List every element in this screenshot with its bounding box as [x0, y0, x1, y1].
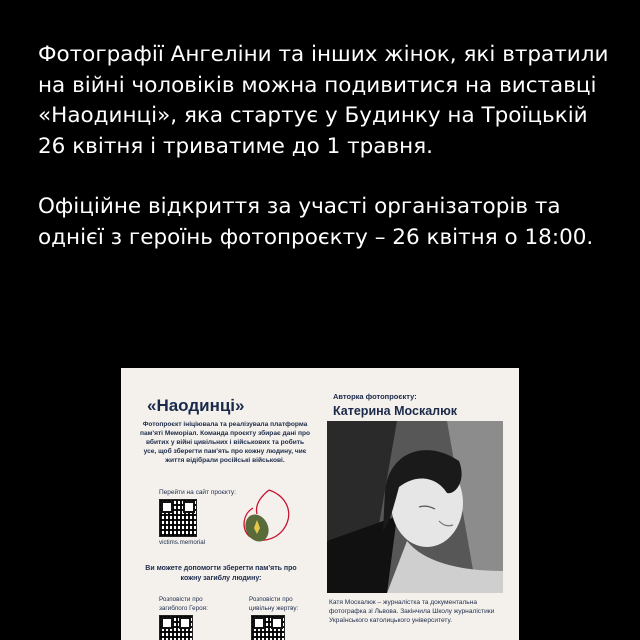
- author-bio: Катя Москалюк – журналістка та документальна фотографка зі Львова. Закінчила Школу журналістики Українського католицького університету.: [329, 599, 495, 625]
- poster-site-label: Перейти на сайт проєкту:: [159, 489, 236, 496]
- author-label: Авторка фотопроєкту:: [333, 392, 417, 401]
- author-portrait-image: [327, 421, 503, 593]
- announcement-paragraph-2: Офіційне відкриття за участі організаторів та однієї з героїнь фотопроєкту – 26 квітня о 18:00.: [38, 194, 594, 250]
- poster-title: «Наодинці»: [147, 396, 245, 415]
- report-hero-label: Розповісти про загиблого Героя:: [159, 596, 208, 612]
- poster-site-url: victims.memorial: [159, 539, 206, 546]
- site-qr-code: [159, 499, 197, 537]
- report-hero-qr-code: [159, 615, 193, 640]
- ribbon-pendant-icon: [229, 484, 301, 556]
- exhibition-poster-photo: [121, 368, 519, 640]
- report-civilian-label: Розповісти про цивільну жертву:: [249, 596, 299, 612]
- report-civilian-qr-code: [251, 615, 285, 640]
- poster-right-panel: [321, 368, 519, 640]
- author-name: Катерина Москалюк: [333, 404, 458, 418]
- poster-help-text: Ви можете допомогти зберегти пам'ять про кожну загиблу людину:: [145, 565, 297, 582]
- poster-description: Фотопроєкт ініціювала та реалізувала платформа пам'яті Меморіал. Команда проєкту збирає дані про вбитих у війні цивільних і військових та робить усе, щоб зберегти пам'ять про кожну людину, чиє життя відібрали російські військові.: [139, 421, 310, 464]
- announcement-text: [38, 40, 618, 253]
- poster-left-panel: [121, 368, 319, 640]
- announcement-paragraph-1: Фотографії Ангеліни та інших жінок, які втратили на війні чоловіків можна подивитися на виставці «Наодинці», яка стартує у Будинку на Троїцькій 26 квітня і триватиме до 1 травня.: [38, 42, 609, 159]
